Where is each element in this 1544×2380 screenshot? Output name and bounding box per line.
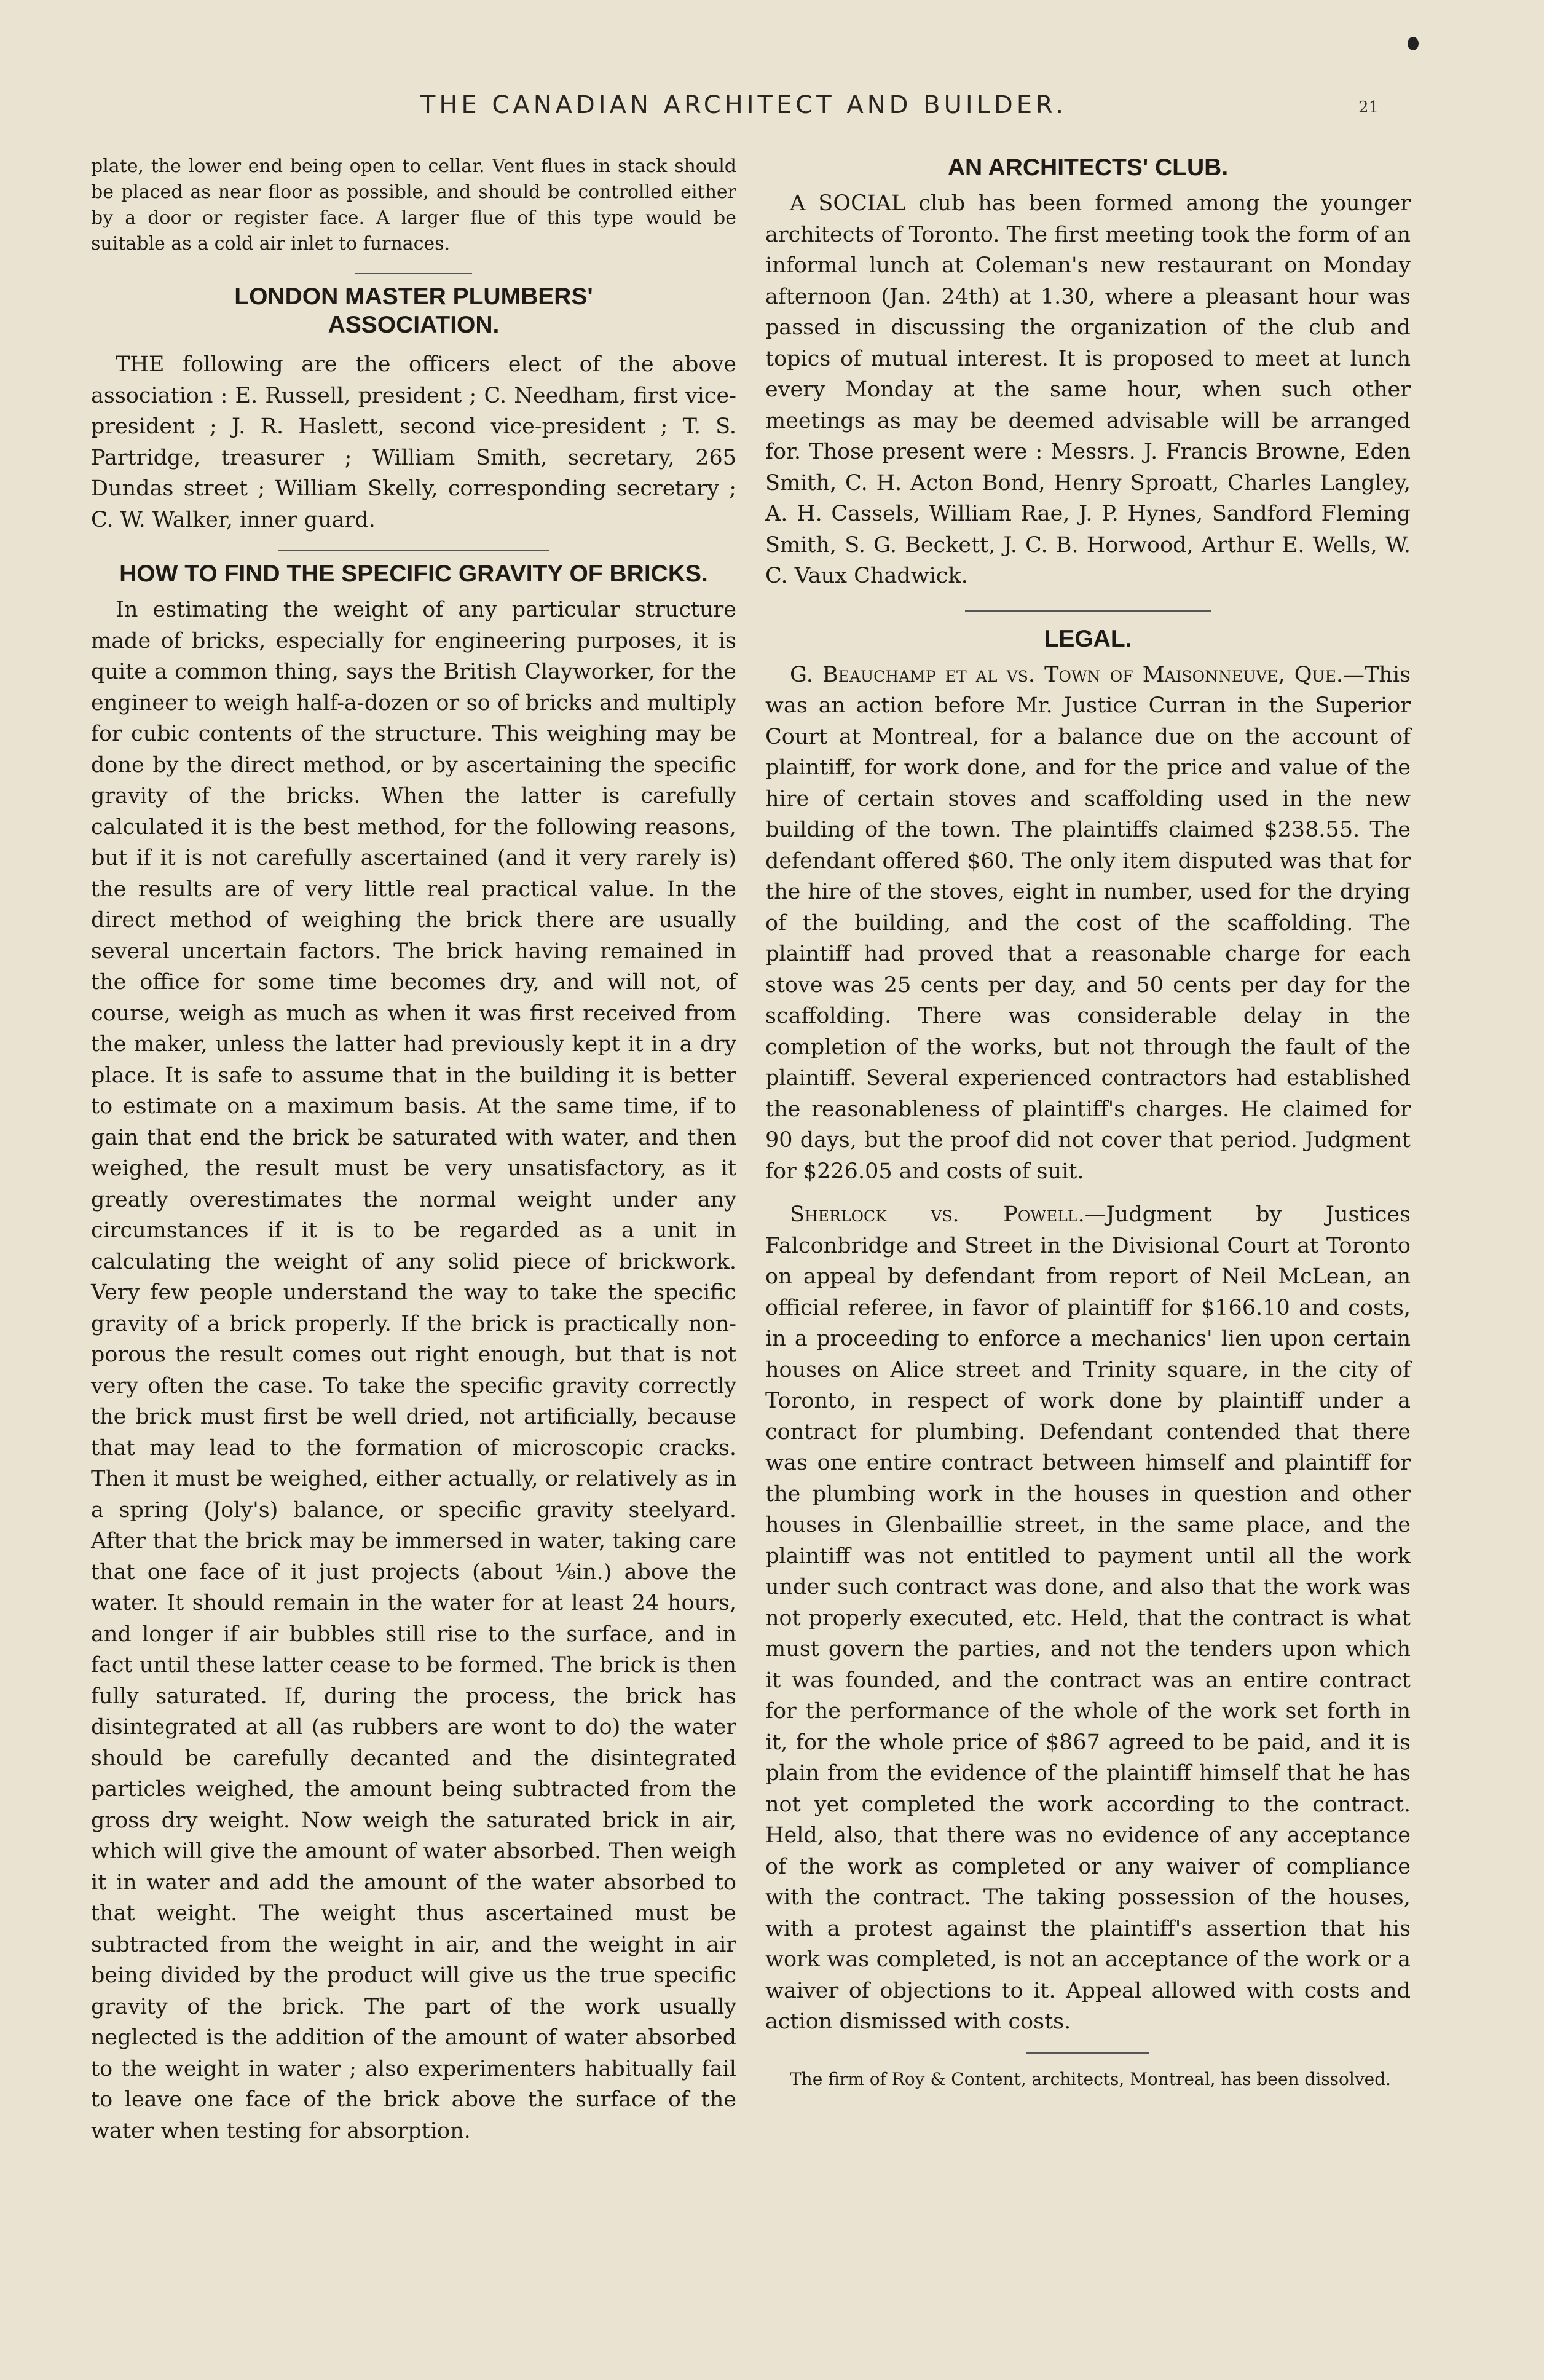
case-2-text: —Judgment by Justices Falconbridge and Street in the Divisional Court at Toronto on appeal by defendant from report of Neil McLean, an official referee, in favor of plaintiff for $166.10 and costs, in a proceeding to enforce a mechanics' lien upon certain houses on Alice street and Trinity square, in the city of Toronto, in respect of work done by plaintiff under a contract for plumbing. Defendant contended that there was one entire contract between himself and plaintiff for the plumbing work in the houses in question and other houses in Glenbaillie street, in the same place, and the plaintiff was not entitled to payment until all the work under such contract was done, and also that the work was not properly executed, etc. Held, that the contract is what must govern the parties, and not the tenders upon which it was founded, and the contract was an entire contract for the performance of the whole of the work set forth in it, for the whole price of $867 agreed to be paid, and it is plain from the evidence of the plaintiff himself that he has not yet completed the work according to the contract. Held, also, that there was no evidence of any acceptance of the work as completed or any waiver of compliance with the contract. The taking possession of the houses, with a protest against the plaintiff's assertion that his work was completed, is not an acceptance of the work or a waiver of objections to it. Appeal allowed with costs and action dismissed with costs. [765,1202,1411,2034]
left-column [91,154,736,2146]
case-2-title: Sherlock vs. Powell. [790,1202,1085,1227]
divider [1026,2052,1149,2054]
case-1-title: G. Beauchamp et al vs. Town of Maisonneuve, Que. [790,662,1343,687]
bricks-paragraph: In estimating the weight of any particular structure made of bricks, especially for engineering purposes, it is quite a common thing, says the British Clayworker, for the engineer to weigh half-a-dozen or so of bricks and multiply for cubic contents of the structure. This weighing may be done by the direct method, or by ascertaining the specific gravity of the bricks. When the latter is carefully calculated it is the best method, for the following reasons, but if it is not carefully ascertained (and it very rarely is) the results are of very little real practical value. In the direct method of weighing the brick there are usually several uncertain factors. The brick having remained in the office for some time becomes dry, and will not, of course, weigh as much as when it was first received from the maker, unless the latter had previously kept it in a dry place. It is safe to assume that in the building it is better to estimate on a maximum basis. At the same time, if to gain that end the brick be saturated with water, and then weighed, the result must be very unsatisfactory, as it greatly overestimates the normal weight under any circumstances if it is to be regarded as a unit in calculating the weight of any solid piece of brickwork. Very few people understand the way to take the specific gravity of a brick properly. If the brick is practically non-porous the result comes out right enough, but that is not very often the case. To take the specific gravity correctly the brick must first be well dried, not artificially, because that may lead to the formation of microscopic cracks. Then it must be weighed, either actually, or relatively as in a spring (Joly's) balance, or specific gravity steelyard. After that the brick may be immersed in water, taking care that one face of it just projects (about ⅛in.) above the water. It should remain in the water for at least 24 hours, and longer if air bubbles still rise to the surface, and in fact until these latter cease to be formed. The brick is then fully saturated. If, during the process, the brick has disintegrated at all (as rubbers are wont to do) the water should be carefully decanted and the disintegrated particles weighed, the amount being subtracted from the gross dry weight. Now weigh the saturated brick in air, which will give the amount of water absorbed. Then weigh it in water and add the amount of the water absorbed to that weight. The weight thus ascertained must be subtracted from the weight in air, and the weight in air being divided by the product will give us the true specific gravity of the brick. The part of the work usually neglected is the addition of the amount of water absorbed to the weight in water ; also experimenters habitually fail to leave one face of the brick above the surface of the water when testing for absorption. [91,597,736,2143]
divider [965,610,1211,612]
masthead-title: THE CANADIAN ARCHITECT AND BUILDER. [420,91,1068,119]
divider [278,550,549,551]
intro-paragraph: plate, the lower end being open to cellar. Vent flues in stack should be placed as near floor as possible, and should be controlled either by a door or register face. A larger flue of this type would be suitable as a cold air inlet to furnaces. [91,156,736,254]
plumbers-paragraph: THE following are the officers elect of the above association : E. Russell, president ; C. Needham, first vice-president ; J. R. Haslett, second vice-president ; T. S. Partridge, treasurer ; William Smith, secretary, 265 Dundas street ; William Skelly, corresponding secretary ; C. W. Walker, inner guard. [91,352,736,532]
right-column [765,154,1411,2092]
legal-heading: LEGAL. [1044,625,1132,652]
ink-spot [1408,37,1419,50]
plumbers-heading: LONDON MASTER PLUMBERS' ASSOCIATION. [234,283,593,338]
legal-case-2 [765,1199,1411,2038]
club-paragraph: A SOCIAL club has been formed among the younger architects of Toronto. The first meeting took the form of an informal lunch at Coleman's new restaurant on Monday afternoon (Jan. 24th) at 1.30, where a pleasant hour was passed in discussing the organization of the club and topics of mutual interest. It is proposed to meet at lunch every Monday at the same hour, when such other meetings as may be deemed advisable will be arranged for. Those present were : Messrs. J. Francis Browne, Eden Smith, C. H. Acton Bond, Henry Sproatt, Charles Langley, A. H. Cassels, William Rae, J. P. Hynes, Sandford Fleming Smith, S. G. Beckett, J. C. B. Horwood, Arthur E. Wells, W. C. Vaux Chadwick. [765,191,1411,588]
legal-case-1 [765,660,1411,1188]
divider [355,273,472,274]
page-number: 21 [1358,98,1379,117]
case-1-text: —This was an action before Mr. Justice Curran in the Superior Court at Montreal, for a balance due on the account of plaintiff, for work done, and for the price and value of the hire of certain stoves and scaffolding used in the new building of the town. The plaintiffs claimed $238.55. The defendant offered $60. The only item disputed was that for the hire of the stoves, eight in number, used for the drying of the building, and the cost of the scaffolding. The plaintiff had proved that a reasonable charge for each stove was 25 cents per day, and 50 cents per day for the scaffolding. There was considerable delay in the completion of the works, but not through the fault of the plaintiff. Several experienced contractors had established the reasonableness of plaintiff's charges. He claimed for 90 days, but the proof did not cover that period. Judgment for $226.05 and costs of suit. [765,662,1411,1184]
firm-dissolved-note: The firm of Roy & Content, architects, Montreal, has been dissolved. [790,2068,1392,2089]
bricks-heading: HOW TO FIND THE SPECIFIC GRAVITY OF BRICKS. [119,561,708,587]
club-heading: AN ARCHITECTS' CLUB. [947,154,1229,181]
